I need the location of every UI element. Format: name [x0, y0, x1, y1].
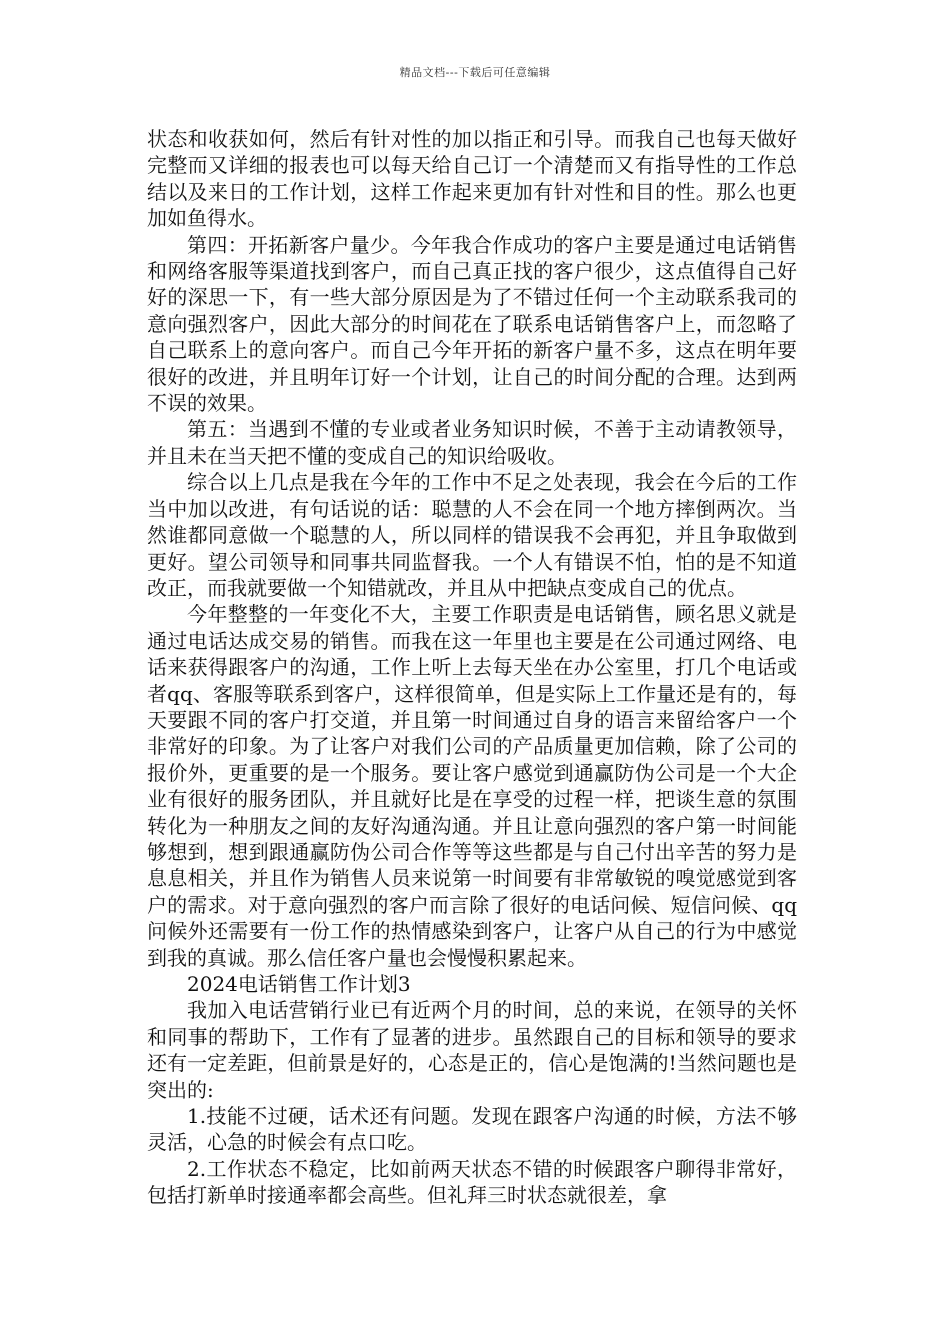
paragraph-point-four: 第四：开拓新客户量少。今年我合作成功的客户主要是通过电话销售和网络客服等渠道找到客户，而自己真正找的客户很少，这点值得自己好好的深思一下，有一些大部分原因是为了不错过任何一个主动联系我司的意向强烈客户，因此大部分的时间花在了联系电话销售客户上，而忽略了自己联系上的意向客户。而自己今年开拓的新客户量不多，这点在明年要很好的改进，并且明年订好一个计划，让自己的时间分配的合理。达到两不误的效果。 [147, 232, 797, 416]
paragraph-year-review: 今年整整的一年变化不大，主要工作职责是电话销售，顾名思义就是通过电话达成交易的销售。而我在这一年里也主要是在公司通过网络、电话来获得跟客户的沟通，工作上听上去每天坐在办公室里，打几个电话或者qq、客服等联系到客户，这样很简单，但是实际上工作量还是有的，每天要跟不同的客户打交道，并且第一时间通过自身的语言来留给客户一个非常好的印象。为了让客户对我们公司的产品质量更加信赖，除了公司的报价外，更重要的是一个服务。要让客户感觉到通赢防伪公司是一个大企业有很好的服务团队，并且就好比是在享受的过程一样，把谈生意的氛围转化为一种朋友之间的友好沟通沟通。并且让意向强烈的客户第一时间能够想到，想到跟通赢防伪公司合作等等这些都是与自己付出辛苦的努力是息息相关，并且作为销售人员来说第一时间要有非常敏锐的嗅觉感觉到客户的需求。对于意向强烈的客户而言除了很好的电话问候、短信问候、qq问候外还需要有一份工作的热情感染到客户，让客户从自己的行为中感觉到我的真诚。那么信任客户量也会慢慢积累起来。 [147, 602, 797, 970]
section-heading: 2024电话销售工作计划3 [187, 972, 411, 996]
page-header: 精品文档---下载后可任意编辑 [399, 66, 551, 79]
paragraph-summary: 综合以上几点是我在今年的工作中不足之处表现，我会在今后的工作当中加以改进，有句话说的话：聪慧的人不会在同一个地方摔倒两次。当然谁都同意做一个聪慧的人，所以同样的错误我不会再犯，并且争取做到更好。望公司领导和同事共同监督我。一个人有错误不怕，怕的是不知道改正，而我就要做一个知错就改，并且从中把缺点变成自己的优点。 [147, 470, 797, 600]
list-item-2: 2.工作状态不稳定，比如前两天状态不错的时候跟客户聊得非常好，包括打新单时接通率都会高些。但礼拜三时状态就很差，拿 [147, 1156, 797, 1208]
paragraph-intro: 我加入电话营销行业已有近两个月的时间，总的来说，在领导的关怀和同事的帮助下，工作有了显著的进步。虽然跟自己的目标和领导的要求还有一定差距，但前景是好的，心态是正的，信心是饱满的!当然问题也是突出的: [147, 998, 797, 1102]
list-item-1: 1.技能不过硬，话术还有问题。发现在跟客户沟通的时候，方法不够灵活，心急的时候会有点口吃。 [147, 1104, 797, 1155]
document-body [147, 126, 797, 1209]
paragraph-point-five: 第五：当遇到不懂的专业或者业务知识时候，不善于主动请教领导，并且未在当天把不懂的变成自己的知识给吸收。 [147, 417, 797, 468]
paragraph-continued: 状态和收获如何，然后有针对性的加以指正和引导。而我自己也每天做好完整而又详细的报表也可以每天给自己订一个清楚而又有指导性的工作总结以及来日的工作计划，这样工作起来更加有针对性和目的性。那么也更加如鱼得水。 [147, 127, 797, 231]
